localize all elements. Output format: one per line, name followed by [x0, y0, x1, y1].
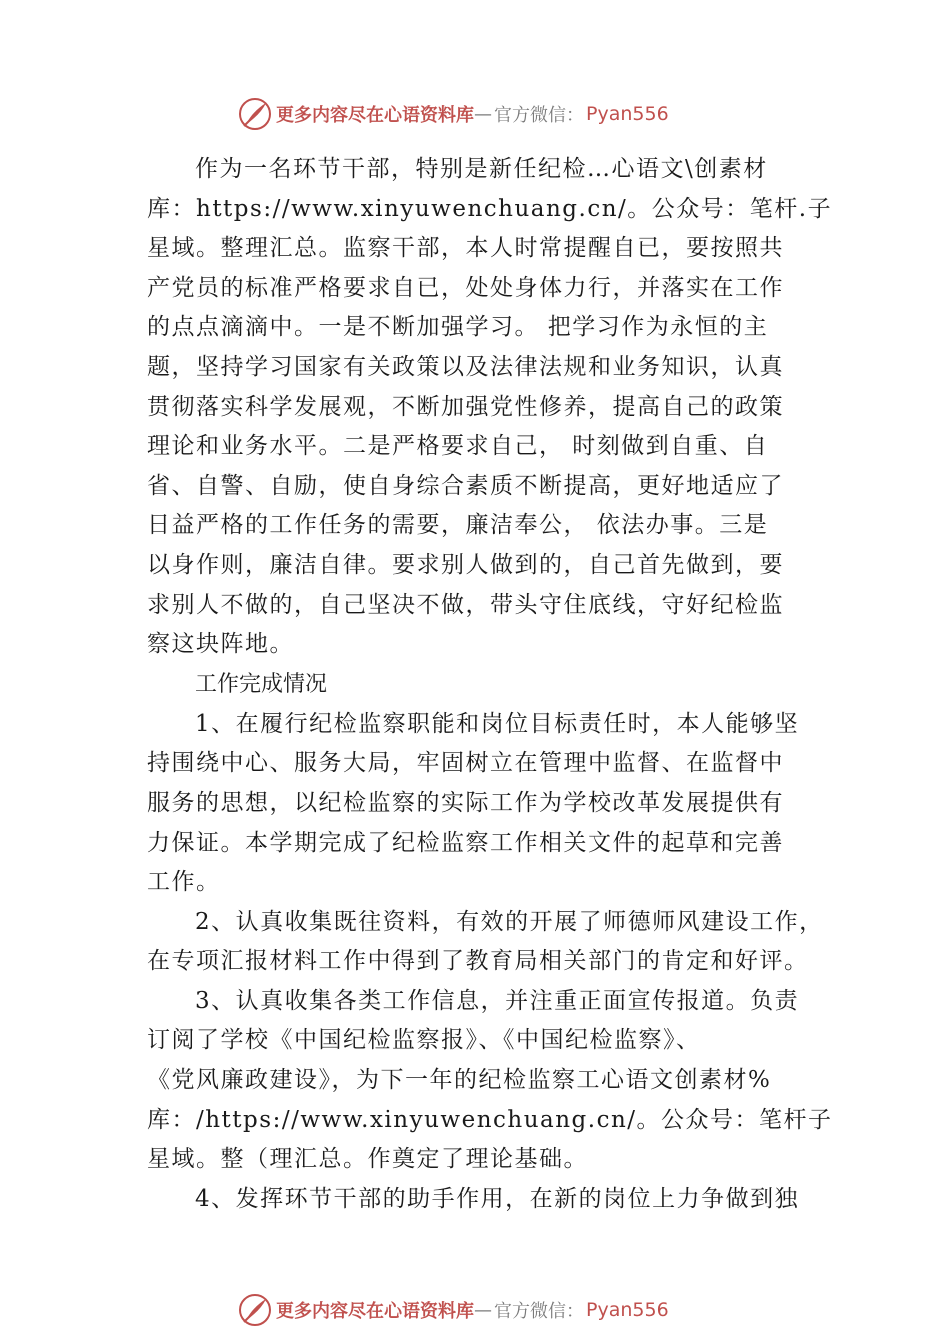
- text-line: 察这块阵地。: [147, 631, 294, 658]
- text-line: 星域。整（理汇总。作奠定了理论基础。: [147, 1146, 588, 1173]
- text-line: 以身作则，廉洁自律。要求别人做到的，自己首先做到，要: [147, 551, 784, 578]
- text-line: 星域。整理汇总。监察干部，本人时常提醒自已，要按照共: [147, 235, 784, 262]
- text-line: 日益严格的工作任务的需要，廉洁奉公， 依法办事。三是: [147, 512, 769, 539]
- paragraph-item-3: [147, 982, 837, 1180]
- text-line: 持围绕中心、服务大局，牢固树立在管理中监督、在监督中: [147, 750, 784, 777]
- text-line: 服务的思想，以纪检监察的实际工作为学校改革发展提供有: [147, 789, 784, 816]
- text-line: 库：/https://www.xinyuwenchuang.cn/。公众号：笔杆子: [147, 1106, 833, 1133]
- text-line: 的点点滴滴中。一是不断加强学习。 把学习作为永恒的主: [147, 314, 769, 341]
- text-line: 作为一名环节干部，特别是新任纪检…心语文\创素材: [195, 156, 768, 182]
- quill-logo-icon: [238, 97, 272, 131]
- banner-wechat-label: 官方微信：: [494, 1301, 584, 1322]
- paragraph-intro: [147, 150, 837, 665]
- banner-text: 更多内容尽在心语资料库: [276, 1301, 474, 1322]
- paragraph-item-2: [147, 903, 837, 982]
- text-line: 库：https://www.xinyuwenchuang.cn/。公众号：笔杆.子: [147, 195, 833, 222]
- text-line: 力保证。本学期完成了纪检监察工作相关文件的起草和完善: [147, 829, 784, 856]
- paragraph-item-1: [147, 705, 837, 903]
- banner-separator: —: [474, 1299, 492, 1321]
- text-line: 省、自警、自励，使自身综合素质不断提高，更好地适应了: [147, 472, 784, 499]
- paragraph-item-4: [147, 1180, 837, 1220]
- text-line: 在专项汇报材料工作中得到了教育局相关部门的肯定和好评。: [147, 948, 809, 975]
- text-line: 《党风廉政建设》，为下一年的纪检监察工心语文创素材%: [147, 1067, 772, 1094]
- banner-text: 更多内容尽在心语资料库: [276, 105, 474, 126]
- banner-separator: —: [474, 103, 492, 125]
- text-line: 订阅了学校《中国纪检监察报》、《中国纪检监察》、: [147, 1027, 701, 1054]
- document-body: [147, 150, 837, 1219]
- footer-banner: [238, 1292, 669, 1328]
- section-heading: 工作完成情况: [195, 671, 328, 697]
- quill-logo-icon: [238, 1293, 272, 1327]
- text-line: 贯彻落实科学发展观，不断加强党性修养，提高自己的政策: [147, 393, 784, 420]
- text-line: 求别人不做的，自己坚决不做，带头守住底线，守好纪检监: [147, 591, 784, 618]
- text-line: 理论和业务水平。二是严格要求自己， 时刻做到自重、自: [147, 433, 769, 460]
- banner-wechat-id: Pyan556: [586, 1299, 669, 1321]
- text-line: 4、发挥环节干部的助手作用，在新的岗位上力争做到独: [195, 1185, 800, 1212]
- text-line: 工作。: [147, 869, 221, 896]
- text-line: 2、认真收集既往资料，有效的开展了师德师风建设工作，: [195, 908, 824, 935]
- text-line: 题，坚持学习国家有关政策以及法律法规和业务知识，认真: [147, 353, 784, 380]
- text-line: 产党员的标准严格要求自已，处处身体力行，并落实在工作: [147, 274, 784, 301]
- banner-wechat-label: 官方微信：: [494, 105, 584, 126]
- banner-wechat-id: Pyan556: [586, 103, 669, 125]
- text-line: 3、认真收集各类工作信息，并注重正面宣传报道。负责: [195, 987, 800, 1014]
- text-line: 1、在履行纪检监察职能和岗位目标责任时，本人能够坚: [195, 710, 800, 737]
- header-banner: [238, 96, 669, 132]
